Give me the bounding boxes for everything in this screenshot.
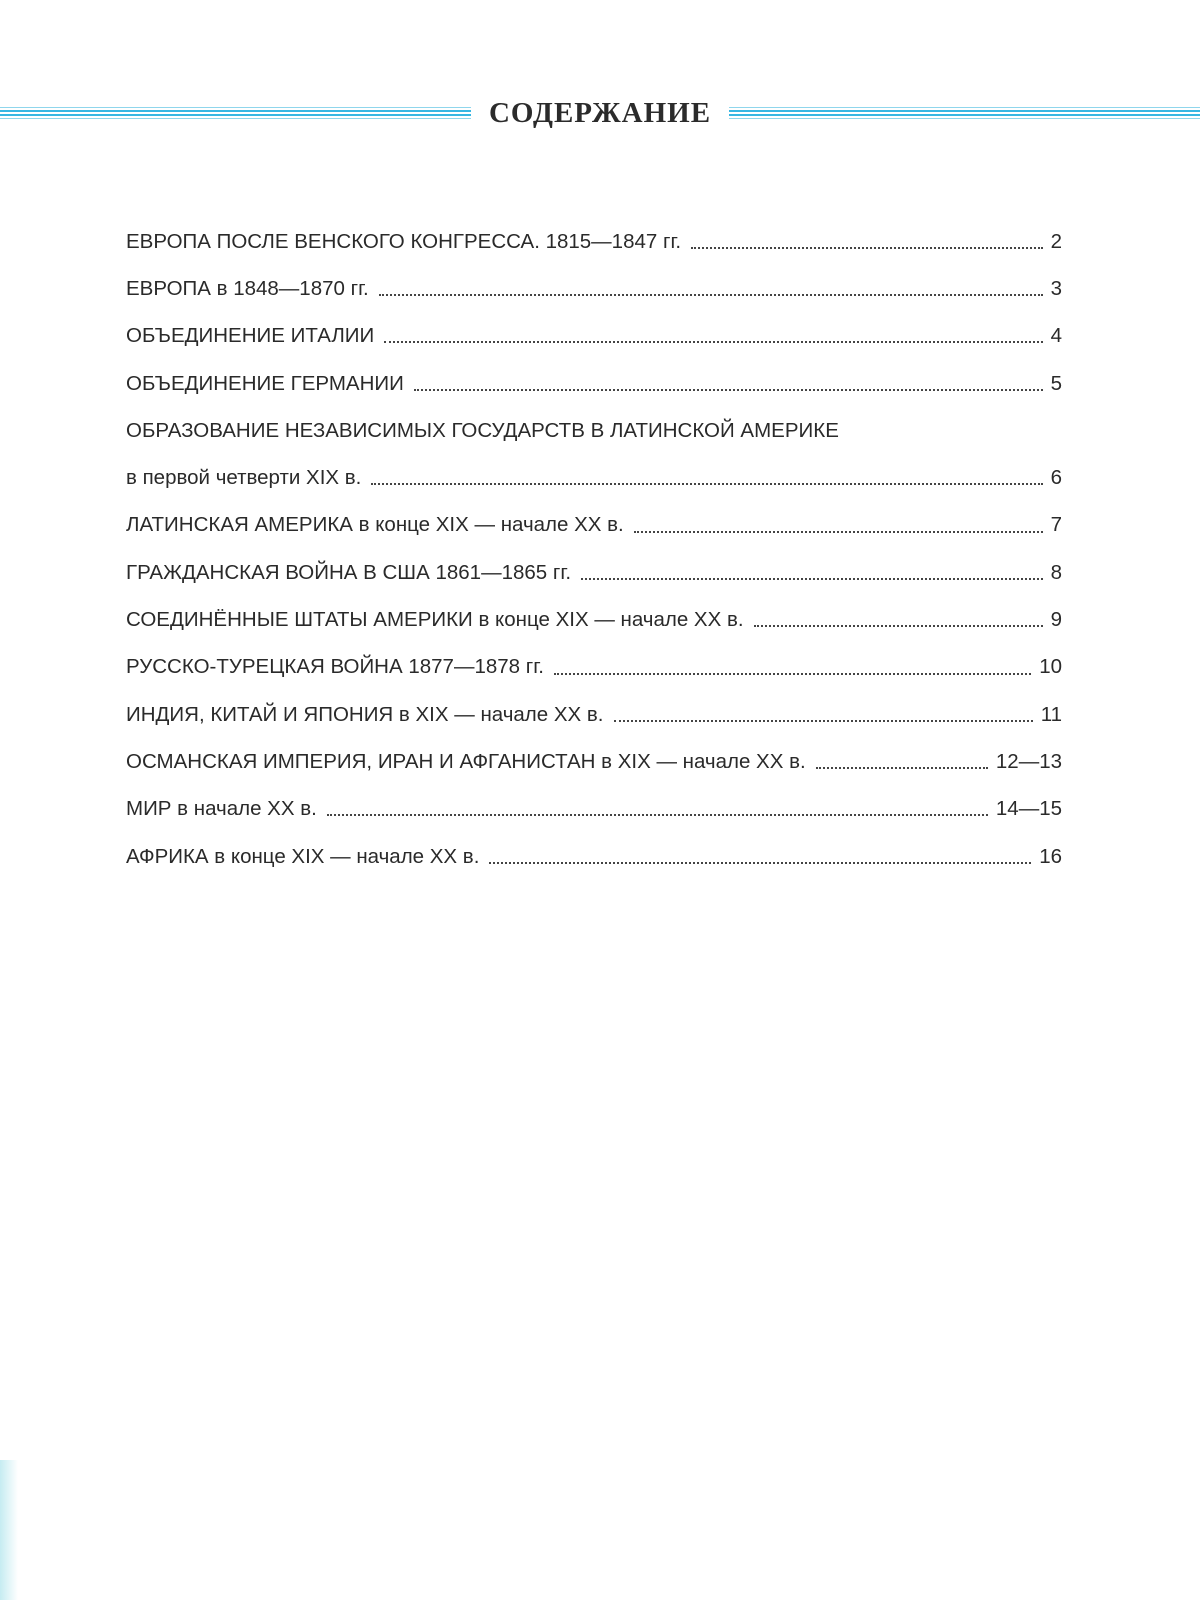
toc-entry[interactable] xyxy=(126,833,1062,880)
toc-entry-title: ЛАТИНСКАЯ АМЕРИКА в конце XIX — начале XX в. xyxy=(126,513,624,537)
page-title: СОДЕРЖАНИЕ xyxy=(488,96,712,129)
toc-entry-title: ЕВРОПА ПОСЛЕ ВЕНСКОГО КОНГРЕССА. 1815—1847 гг. xyxy=(126,229,682,253)
header-rule-left xyxy=(0,107,471,119)
toc-page-number: 14—15 xyxy=(995,797,1062,821)
header-rule-right xyxy=(729,107,1200,119)
toc-page-number: 10 xyxy=(1039,655,1062,679)
toc-page-number: 12—13 xyxy=(995,749,1062,773)
toc-page-number: 6 xyxy=(1050,466,1062,490)
toc-entry[interactable] xyxy=(126,265,1062,312)
toc-leader-dots xyxy=(379,274,1043,297)
toc-leader-dots xyxy=(816,747,988,770)
toc-page-number: 8 xyxy=(1050,560,1062,584)
toc-leader-dots xyxy=(554,652,1031,675)
toc-page-number: 3 xyxy=(1050,276,1062,300)
toc-entry[interactable] xyxy=(126,313,1062,360)
toc-entry[interactable] xyxy=(126,549,1062,596)
table-of-contents xyxy=(126,218,1062,880)
toc-entry-title: ОБЪЕДИНЕНИЕ ИТАЛИИ xyxy=(126,324,375,348)
toc-entry-title: АФРИКА в конце XIX — начале XX в. xyxy=(126,844,480,868)
toc-entry-first-line[interactable] xyxy=(126,407,1062,454)
toc-page-number: 9 xyxy=(1050,608,1062,632)
toc-page-number: 4 xyxy=(1050,324,1062,348)
toc-leader-dots xyxy=(414,368,1043,391)
toc-leader-dots xyxy=(384,321,1042,344)
toc-entry-title: ГРАЖДАНСКАЯ ВОЙНА В США 1861—1865 гг. xyxy=(126,560,572,584)
toc-leader-dots xyxy=(489,841,1031,864)
toc-entry[interactable] xyxy=(126,644,1062,691)
toc-entry-title: в первой четверти XIX в. xyxy=(126,466,362,490)
toc-leader-dots xyxy=(691,226,1042,249)
toc-leader-dots xyxy=(614,699,1033,722)
toc-entry[interactable] xyxy=(126,691,1062,738)
toc-entry[interactable] xyxy=(126,738,1062,785)
toc-entry-title: СОЕДИНЁННЫЕ ШТАТЫ АМЕРИКИ в конце XIX — начале XX в. xyxy=(126,608,744,632)
toc-entry[interactable] xyxy=(126,360,1062,407)
toc-leader-dots xyxy=(581,557,1043,580)
toc-page-number: 5 xyxy=(1050,371,1062,395)
toc-page-number: 16 xyxy=(1039,844,1062,868)
toc-leader-dots xyxy=(754,605,1043,628)
toc-page-number: 11 xyxy=(1040,702,1062,726)
toc-entry-continuation[interactable] xyxy=(126,454,1062,501)
toc-leader-dots xyxy=(634,510,1043,533)
toc-entry-title: МИР в начале XX в. xyxy=(126,797,317,821)
page-edge-tint xyxy=(0,1460,18,1600)
toc-page-number: 7 xyxy=(1050,513,1062,537)
toc-leader-dots xyxy=(327,794,988,817)
toc-entry[interactable] xyxy=(126,596,1062,643)
toc-entry-title: ОБРАЗОВАНИЕ НЕЗАВИСИМЫХ ГОСУДАРСТВ В ЛАТИНСКОЙ АМЕРИКЕ xyxy=(126,418,839,442)
toc-entry-title: РУССКО-ТУРЕЦКАЯ ВОЙНА 1877—1878 гг. xyxy=(126,655,544,679)
toc-entry-title: ЕВРОПА в 1848—1870 гг. xyxy=(126,276,369,300)
toc-page-number: 2 xyxy=(1050,229,1062,253)
toc-entry-title: ОСМАНСКАЯ ИМПЕРИЯ, ИРАН И АФГАНИСТАН в XIX — начале XX в. xyxy=(126,749,806,773)
toc-entry[interactable] xyxy=(126,502,1062,549)
toc-entry[interactable] xyxy=(126,786,1062,833)
contents-header xyxy=(0,88,1200,138)
toc-entry-title: ИНДИЯ, КИТАЙ И ЯПОНИЯ в XIX — начале XX в. xyxy=(126,702,604,726)
toc-entry-title: ОБЪЕДИНЕНИЕ ГЕРМАНИИ xyxy=(126,371,404,395)
toc-entry[interactable] xyxy=(126,218,1062,265)
toc-leader-dots xyxy=(371,463,1042,486)
